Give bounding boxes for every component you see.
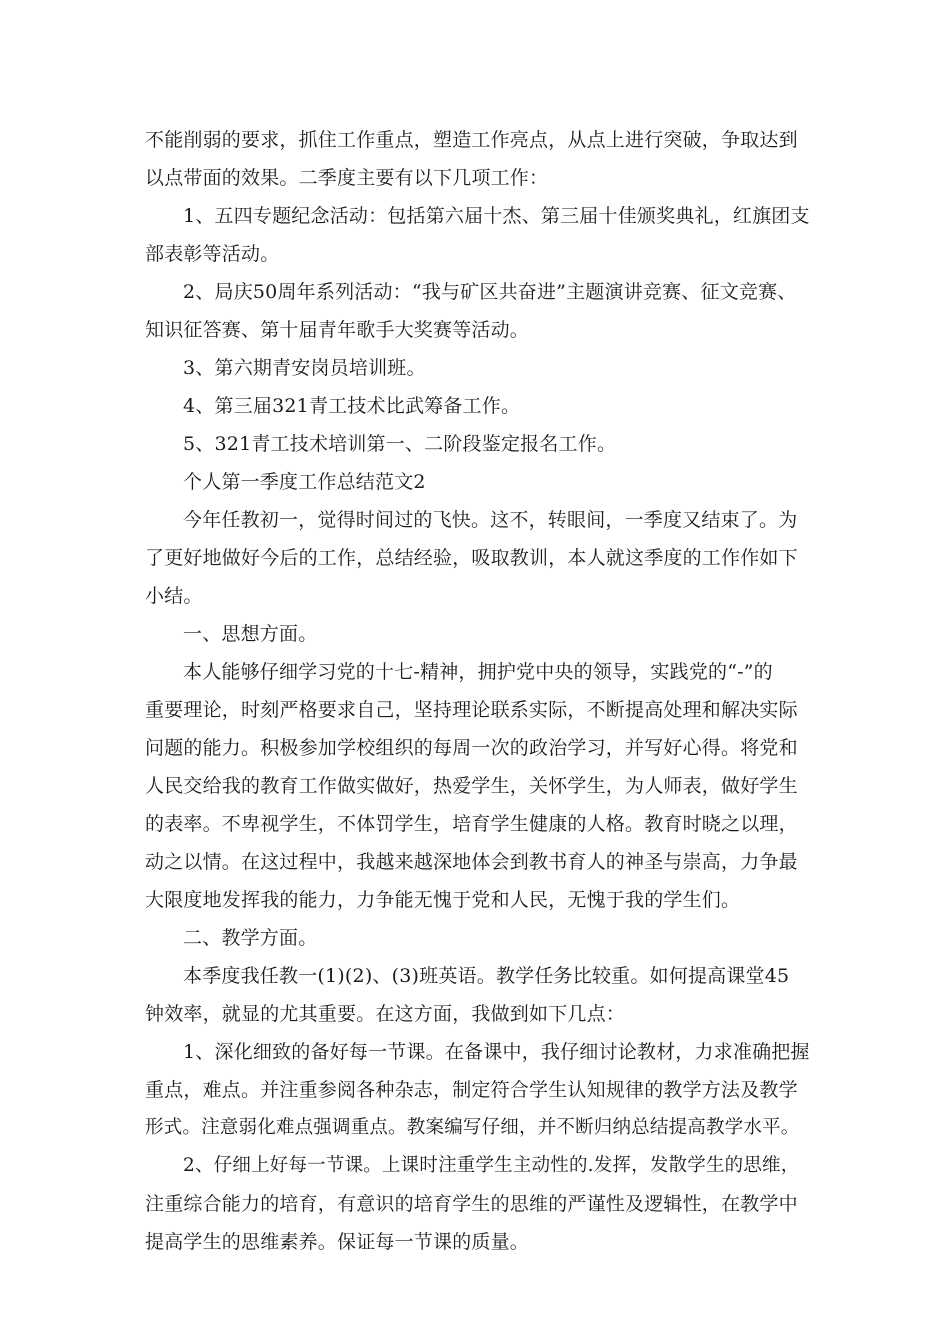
- paragraph-line: 了更好地做好今后的工作，总结经验，吸取教训，本人就这季度的工作作如下: [145, 547, 798, 569]
- paragraph-line: 本人能够仔细学习党的十七-精神，拥护党中央的领导，实践党的“-”的: [183, 661, 773, 683]
- section-title: 个人第一季度工作总结范文2: [183, 471, 426, 493]
- paragraph-line: 动之以情。在这过程中，我越来越深地体会到教书育人的神圣与崇高，力争最: [145, 851, 798, 873]
- list-item-line: 4、第三届321青工技术比武筹备工作。: [183, 395, 521, 417]
- list-item-line: 提高学生的思维素养。保证每一节课的质量。: [145, 1231, 530, 1253]
- paragraph-line: 钟效率，就显的尤其重要。在这方面，我做到如下几点：: [145, 1003, 626, 1025]
- subsection-heading: 二、教学方面。: [183, 927, 318, 949]
- subsection-heading: 一、思想方面。: [183, 623, 318, 645]
- list-item-line: 部表彰等活动。: [145, 243, 280, 265]
- list-item-line: 2、局庆50周年系列活动：“我与矿区共奋进”主题演讲竞赛、征文竞赛、: [183, 281, 797, 303]
- paragraph-line: 问题的能力。积极参加学校组织的每周一次的政治学习，并写好心得。将党和: [145, 737, 798, 759]
- list-item-line: 知识征答赛、第十届青年歌手大奖赛等活动。: [145, 319, 530, 341]
- paragraph-line: 人民交给我的教育工作做实做好，热爱学生，关怀学生，为人师表，做好学生: [145, 775, 798, 797]
- paragraph-line: 大限度地发挥我的能力，力争能无愧于党和人民，无愧于我的学生们。: [145, 889, 741, 911]
- list-item-line: 5、321青工技术培训第一、二阶段鉴定报名工作。: [183, 433, 617, 455]
- list-item-line: 形式。注意弱化难点强调重点。教案编写仔细，并不断归纳总结提高教学水平。: [145, 1117, 800, 1138]
- paragraph-line: 不能削弱的要求，抓住工作重点，塑造工作亮点，从点上进行突破，争取达到: [145, 129, 798, 151]
- paragraph-line: 今年任教初一，觉得时间过的飞快。这不，转眼间，一季度又结束了。为: [183, 509, 798, 531]
- paragraph-line: 本季度我任教一(1)(2)、(3)班英语。教学任务比较重。如何提高课堂45: [183, 965, 790, 987]
- paragraph-line: 小结。: [145, 585, 203, 607]
- paragraph-line: 重要理论，时刻严格要求自己，坚持理论联系实际，不断提高处理和解决实际: [145, 699, 798, 721]
- list-item-line: 注重综合能力的培育，有意识的培育学生的思维的严谨性及逻辑性，在教学中: [145, 1193, 798, 1215]
- list-item-line: 重点，难点。并注重参阅各种杂志，制定符合学生认知规律的教学方法及教学: [145, 1079, 798, 1101]
- paragraph-line: 以点带面的效果。二季度主要有以下几项工作：: [145, 167, 549, 189]
- paragraph-line: 的表率。不卑视学生，不体罚学生，培育学生健康的人格。教育时晓之以理，: [145, 813, 798, 835]
- list-item-line: 2、仔细上好每一节课。上课时注重学生主动性的.发挥，发散学生的思维，: [183, 1155, 800, 1176]
- list-item-line: 1、深化细致的备好每一节课。在备课中，我仔细讨论教材，力求准确把握: [183, 1041, 810, 1063]
- list-item-line: 1、五四专题纪念活动：包括第六届十杰、第三届十佳颁奖典礼，红旗团支: [183, 205, 810, 227]
- list-item-line: 3、第六期青安岗员培训班。: [183, 357, 426, 379]
